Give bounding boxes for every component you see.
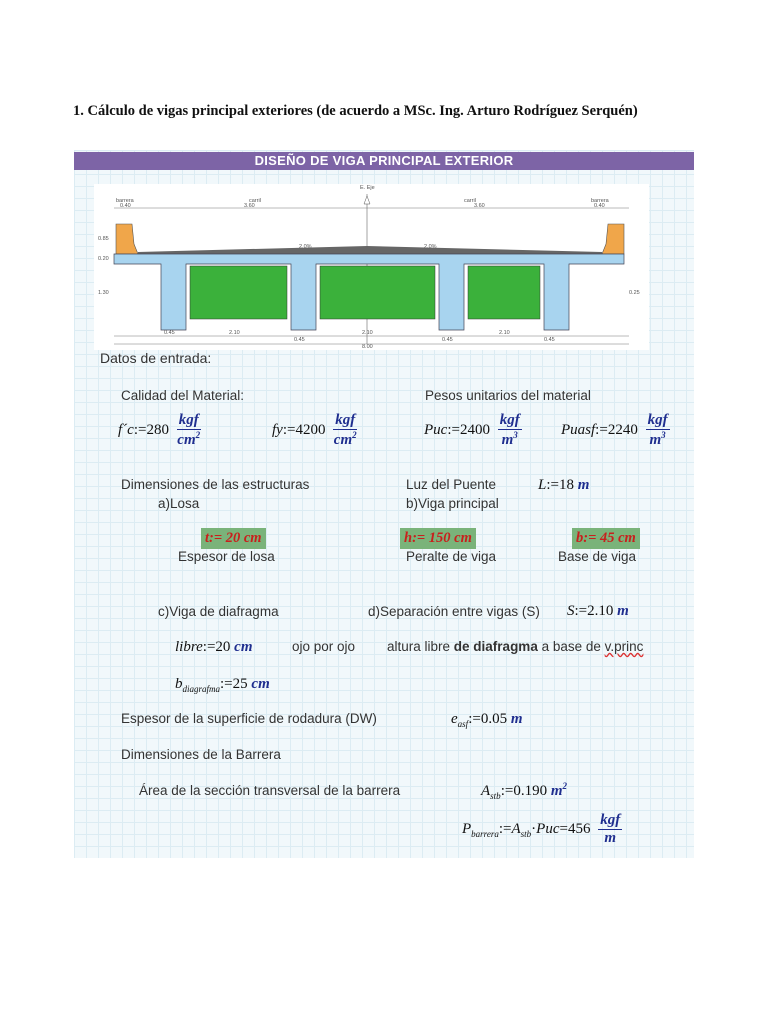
b-highlight: b:= 45 cm — [572, 528, 640, 549]
fy-unit-den: $cm^2$ — [333, 430, 357, 448]
pb-unit-den: m — [604, 830, 617, 846]
fc-unit-den-text: cm — [177, 432, 196, 448]
pesos-label: Pesos unitarios del material — [425, 388, 591, 403]
dim-045-b: 0.45 — [294, 337, 305, 343]
sheet-banner: DISEÑO DE VIGA PRINCIPAL EXTERIOR — [74, 152, 694, 170]
wearing-surface — [138, 246, 602, 254]
bd-value: 25 — [232, 676, 248, 692]
label-barrera-left: barrera — [116, 198, 134, 204]
fc-value: 280 — [146, 421, 169, 438]
barrier-left — [116, 224, 138, 254]
void-2 — [320, 266, 435, 319]
pb-mid-sub: stb — [520, 828, 532, 839]
asb-lhs: A — [481, 783, 491, 799]
pb-value: 456 — [567, 820, 591, 837]
altura-libre-part-a: altura libre — [387, 639, 454, 654]
label-axis: E. Eje — [360, 185, 375, 191]
pbarrera-formula: $P_{barrera}:=A_{stb}\cdot Puc=456$ $\frac{\text{kgf}}{m}$ — [462, 812, 621, 846]
fc-formula: f´c:=280 $\frac{\text{kgf}}{cm^2}$ — [118, 412, 201, 448]
luz-formula: L:=18 m — [538, 477, 590, 493]
easf-formula: $e_{asf}:=0.05$ m — [451, 711, 523, 729]
puasf-value: 2240 — [607, 421, 638, 438]
separacion-label: d)Separación entre vigas (S) — [368, 604, 540, 619]
fy-formula: fy:=4200 $\frac{\text{kgf}}{cm^2}$ — [272, 412, 357, 448]
void-1 — [190, 266, 287, 319]
easf-unit: m — [510, 711, 523, 727]
easf-value: 0.05 — [480, 711, 508, 727]
easf-lhs: e — [451, 711, 458, 727]
fc-unit-den: $cm^2$ — [177, 430, 201, 448]
dim-top-c: 3.60 — [474, 203, 485, 209]
bridge-cross-section — [94, 184, 649, 350]
espesor-superficie-label: Espesor de la superficie de rodadura (DW) — [121, 711, 377, 726]
asb-formula: $A_{stb}:=0.190$ $m^2$ — [481, 781, 567, 801]
puc-formula: Puc:=2400 $\frac{\text{kgf}}{m^3}$ — [424, 412, 520, 448]
datos-title: Datos de entrada: — [100, 350, 212, 366]
altura-libre-label — [387, 639, 643, 654]
slope-right: 2.0% — [424, 244, 437, 250]
pb-sub: barrera — [471, 828, 499, 839]
dim-020: 0.20 — [98, 256, 109, 262]
pb-unit-num: kgf — [600, 812, 621, 828]
puc-lhs: Puc — [424, 421, 448, 438]
pb-unit — [598, 812, 622, 847]
label-carril-left: carril — [249, 198, 261, 204]
puc-unit-num: kgf — [499, 412, 520, 428]
dim-130: 1.30 — [98, 290, 109, 296]
bdiafragma-formula: $b_{diagrafma}:=25$ cm — [175, 676, 270, 694]
fy-lhs: fy — [272, 421, 283, 438]
worksheet — [74, 150, 694, 858]
libre-formula: libre:=20 cm — [175, 639, 253, 655]
asb-sub: stb — [490, 791, 501, 801]
s-lhs: S — [567, 603, 575, 619]
dim-085: 0.85 — [98, 236, 109, 242]
base-viga-label: Base de viga — [558, 549, 637, 564]
puc-unit-den: $m^3$ — [501, 430, 518, 448]
puasf-unit-den-text: m — [649, 432, 662, 448]
dim-025: 0.25 — [629, 290, 640, 296]
pb-mid-a: A — [511, 820, 521, 837]
fc-unit — [177, 412, 201, 449]
puc-unit — [498, 412, 522, 449]
puasf-unit-den: $m^3$ — [649, 430, 666, 448]
peralte-label: Peralte de viga — [406, 549, 497, 564]
luz-lhs: L — [538, 477, 547, 493]
h-highlight: h:= 150 cm — [400, 528, 476, 549]
altura-libre-part-c: a base de — [537, 639, 605, 654]
label-barrera-right: barrera — [591, 198, 609, 204]
luz-label: Luz del Puente — [406, 477, 497, 492]
s-unit: m — [617, 603, 629, 619]
fc-unit-num: kgf — [178, 412, 199, 428]
bd-lhs: b — [175, 676, 183, 692]
area-barrera-label: Área de la sección transversal de la barrera — [139, 783, 401, 798]
pb-mid-b: Puc — [536, 820, 560, 837]
dim-210-a: 2.10 — [229, 330, 240, 336]
dim-045-d: 0.45 — [544, 337, 555, 343]
bd-unit: cm — [251, 676, 270, 692]
puasf-unit — [646, 412, 670, 449]
puasf-lhs: Puasf — [561, 421, 596, 438]
altura-libre-part-d: v.princ — [604, 639, 644, 654]
void-3 — [468, 266, 540, 319]
pb-lhs: P — [462, 820, 472, 837]
libre-value: 20 — [215, 639, 231, 655]
dim-210-c: 2.10 — [499, 330, 510, 336]
s-value: 2.10 — [587, 603, 614, 619]
altura-libre-part-b: de diafragma — [453, 639, 538, 654]
luz-unit: m — [577, 477, 590, 493]
losa-label: a)Losa — [158, 496, 200, 511]
dim-210-b: 2.10 — [362, 330, 373, 336]
viga-principal-label: b)Viga principal — [406, 496, 499, 511]
fy-unit — [333, 412, 357, 449]
cross-section-svg — [94, 184, 649, 350]
viga-diafragma-label: c)Viga de diafragma — [158, 604, 279, 619]
dim-top-b: 3.60 — [244, 203, 255, 209]
dimensiones-label: Dimensiones de las estructuras — [121, 477, 310, 492]
label-carril-right: carril — [464, 198, 476, 204]
asb-value: 0.190 — [513, 783, 548, 799]
section-heading: 1. Cálculo de vigas principal exteriores (de acuerdo a MSc. Ing. Arturo Rodríguez Serquén) — [73, 103, 638, 119]
puc-value: 2400 — [459, 421, 490, 438]
easf-sub: asf — [457, 719, 469, 729]
luz-value: 18 — [558, 477, 574, 493]
ojo-label: ojo por ojo — [292, 639, 356, 654]
slope-left: 2.0% — [299, 244, 312, 250]
puc-unit-den-text: m — [501, 432, 514, 448]
fy-unit-den-text: cm — [333, 432, 353, 448]
libre-unit: cm — [234, 639, 253, 655]
fc-lhs: f´c — [118, 421, 134, 438]
libre-lhs: libre — [175, 639, 203, 655]
dim-total: 8.00 — [362, 344, 373, 350]
dim-barrera-label: Dimensiones de la Barrera — [121, 747, 281, 762]
s-formula: S:=2.10 m — [567, 603, 629, 619]
puasf-unit-num: kgf — [647, 412, 668, 428]
dim-045-c: 0.45 — [442, 337, 453, 343]
barrier-right — [602, 224, 624, 254]
calidad-label: Calidad del Material: — [121, 388, 245, 403]
asb-unit: $m^2$ — [550, 781, 567, 799]
dim-top-d: 0.40 — [594, 203, 605, 209]
dim-045-a: 0.45 — [164, 330, 175, 336]
asb-unit-text: m — [550, 783, 563, 799]
fy-unit-num: kgf — [335, 412, 356, 428]
dim-top-a: 0.40 — [120, 203, 131, 209]
espesor-losa-label: Espesor de losa — [178, 549, 275, 564]
puasf-formula: Puasf:=2240 $\frac{\text{kgf}}{m^3}$ — [561, 412, 668, 448]
t-highlight: t:= 20 cm — [201, 528, 266, 549]
bd-sub: diagrafma — [182, 684, 221, 694]
fy-value: 4200 — [295, 421, 326, 438]
